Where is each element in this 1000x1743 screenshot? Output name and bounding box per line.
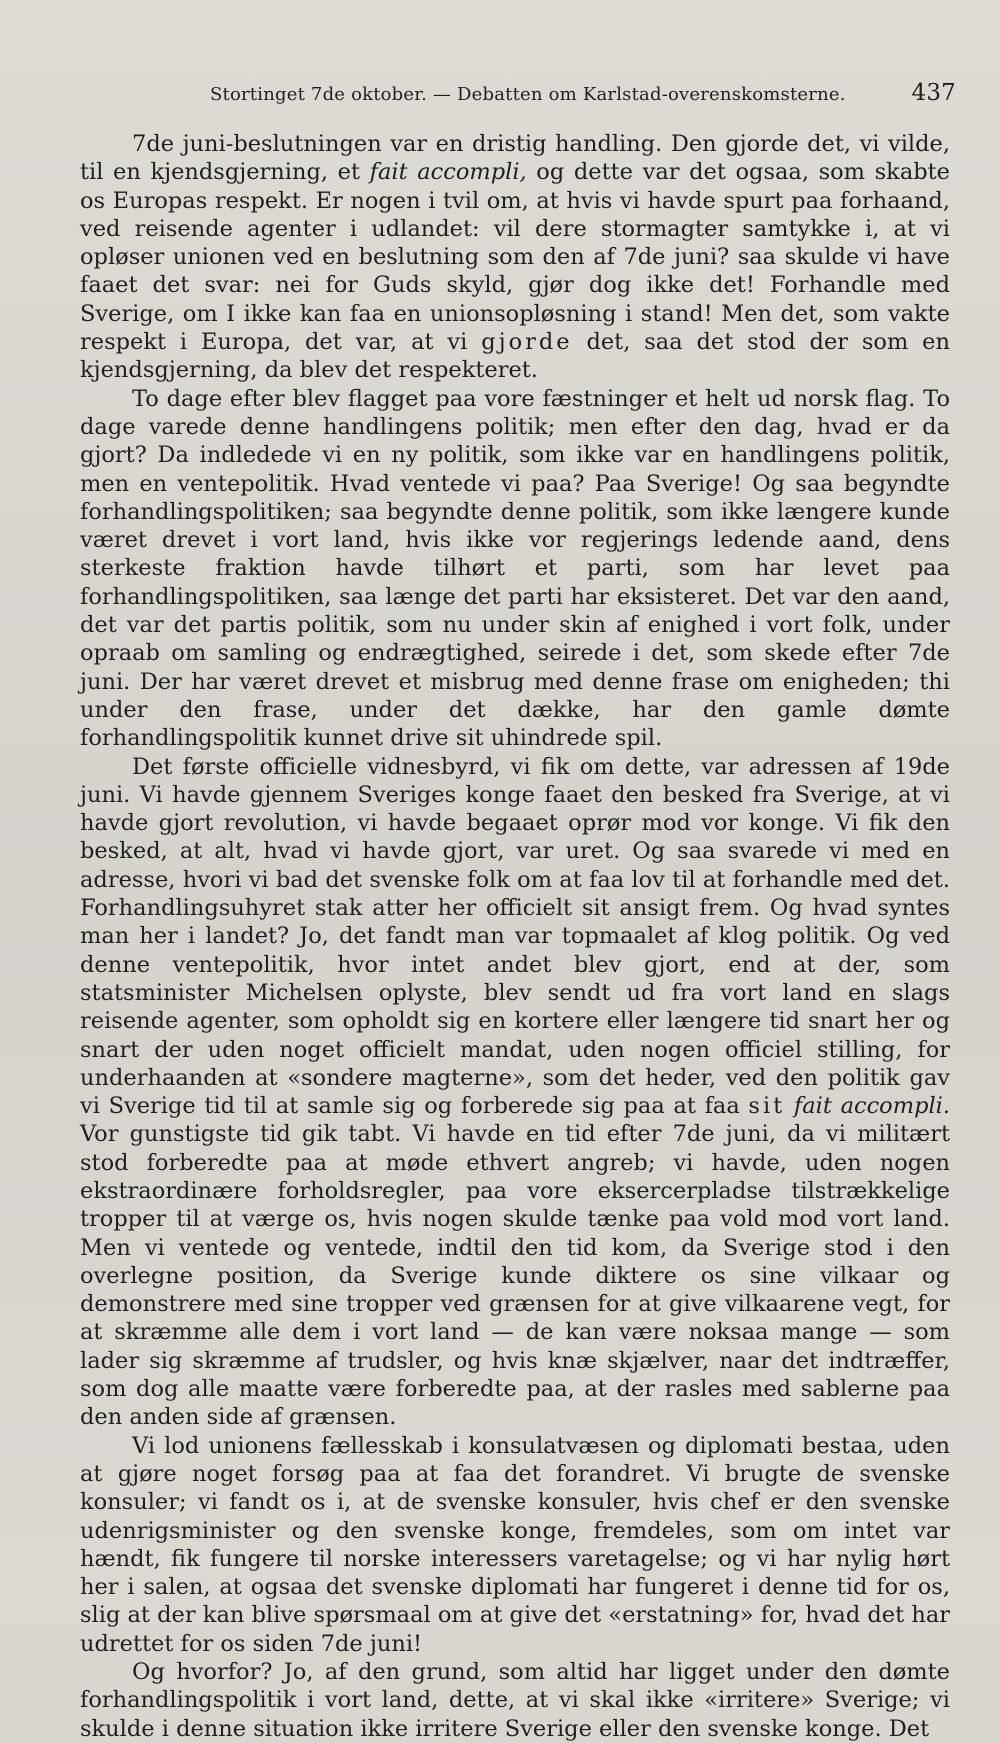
page-header [210, 80, 956, 106]
body-text [80, 130, 950, 1743]
paragraph-text: det, saa det stod der som en kjendsgjerning, da blev det respekteret. [80, 329, 950, 384]
paragraph-text: Vor gunstigste tid gik tabt. Vi havde en tid efter 7de juni, da vi militært stod forberedte paa at møde ethvert angreb; vi havde, uden nogen ekstraordinære forholdsregler, paa vore eksercerpladse tilstrækkelige tropper til at værge os, hvis nogen skulde tænke paa vold mod vort land. Men vi ventede og ventede, indtil den tid kom, da Sverige stod i den overlegne position, da Sverige kunde diktere os sine vilkaar og demonstrere med sine tropper ved grænsen for at give vilkaarene vegt, for at skræmme alle dem i vort land — de kan være noksaa mange — som lader sig skræmme af trudsler, og hvis knæ skjælver, naar det indtræffer, som dog alle maatte være forberedte paa, at der rasles med sablerne paa den anden side af grænsen. [80, 1121, 950, 1431]
paragraph: To dage efter blev flagget paa vore fæstninger et helt ud norsk flag. To dage varede denne handlingens politik; men efter den dag, hvad er da gjort? Da indledede vi en ny politik, som ikke var en handlingens politik, men en ventepolitik. Hvad ventede vi paa? Paa Sverige! Og saa begyndte forhandlingspolitiken; saa begyndte denne politik, som ikke længere kunde været drevet i vort land, hvis ikke vor regjerings ledende aand, dens sterkeste fraktion havde tilhørt et parti, som har levet paa forhandlingspolitiken, saa længe det parti har eksisteret. Det var den aand, det var det partis politik, som nu under skin af enighed i vort folk, under opraab om samling og endrægtighed, seirede i det, som skede efter 7de juni. Der har været drevet et misbrug med denne frase om enigheden; thi under den frase, under det dække, har den gamle dømte forhandlingspolitik kunnet drive sit uhindrede spil. [80, 385, 950, 752]
paragraph-text: 7de juni-beslutningen var en dristig handling. Den gjorde det, vi vilde, til en kjendsgjerning, et [80, 131, 950, 186]
paragraph-text [785, 1093, 794, 1119]
paragraph: Vi lod unionens fællesskab i konsulatvæsen og diplomati bestaa, uden at gjøre noget forsøg paa at faa det forandret. Vi brugte de svenske konsuler; vi fandt os i, at de svenske konsuler, hvis chef er den svenske udenrigsminister og den svenske konge, fremdeles, som om intet var hændt, fik fungere til norske interessers varetagelse; og vi har nylig hørt her i salen, at ogsaa det svenske diplomati har fungeret i denne tid for os, slig at der kan blive spørsmaal om at give det «erstatning» for, hvad det har udrettet for os siden 7de juni! [80, 1432, 950, 1657]
paragraph-text: og dette var det ogsaa, som skabte os Europas respekt. Er nogen i tvil om, at hvis vi havde spurt paa forhaand, ved reisende agenter i udlandet: vil dere stormagter samtykke i, at vi opløser unionen ved en beslutning som den af 7de juni? saa skulde vi have faaet det svar: nei for Guds skyld, gjør dog ikke det! Forhandle med Sverige, om I ikke kan faa en unionsopløsning i stand! Men det, som vakte respekt i Europa, det var, at vi [80, 159, 950, 356]
spaced-emphasis: gjorde [481, 329, 573, 356]
paragraph-text: Det første officielle vidnesbyrd, vi fik om dette, var adressen af 19de juni. Vi havde gjennem Sveriges konge faaet den besked fra Sverige, at vi havde gjort revolution, vi havde begaaet oprør mod vor konge. Vi fik den besked, at alt, hvad vi havde gjort, var uret. Og saa svarede vi med en adresse, hvori vi bad det svenske folk om at faa lov til at forhandle med det. Forhandlingsuhyret stak atter her officielt sit ansigt frem. Og hvad syntes man her i landet? Jo, det fandt man var topmaalet af klog politik. Og ved denne ventepolitik, hvor intet andet blev gjort, end at der, som statsminister Michelsen oplyste, blev sendt ud fra vort land en slags reisende agenter, som opholdt sig en kortere eller længere tid snart her og snart der uden noget officielt mandat, uden nogen officiel stilling, for underhaanden at «sondere magterne», som det heder, ved den politik gav vi Sverige tid til at samle sig og forberede sig paa at faa [80, 753, 950, 1120]
italic-phrase: fait accompli. [793, 1093, 951, 1120]
spaced-emphasis: sit [748, 1093, 786, 1120]
paragraph [80, 130, 950, 385]
page-number: 437 [911, 80, 956, 106]
paragraph [80, 753, 950, 1432]
paragraph: Og hvorfor? Jo, af den grund, som altid har ligget under den dømte forhandlingspolitik i vort land, dette, at vi skal ikke «irritere» Sverige; vi skulde i denne situation ikke irritere Sverige eller den svenske konge. Det [80, 1659, 950, 1742]
running-title: Stortinget 7de oktober. — Debatten om Karlstad-overenskomsterne. [210, 84, 846, 105]
italic-phrase: fait accompli, [369, 159, 527, 186]
